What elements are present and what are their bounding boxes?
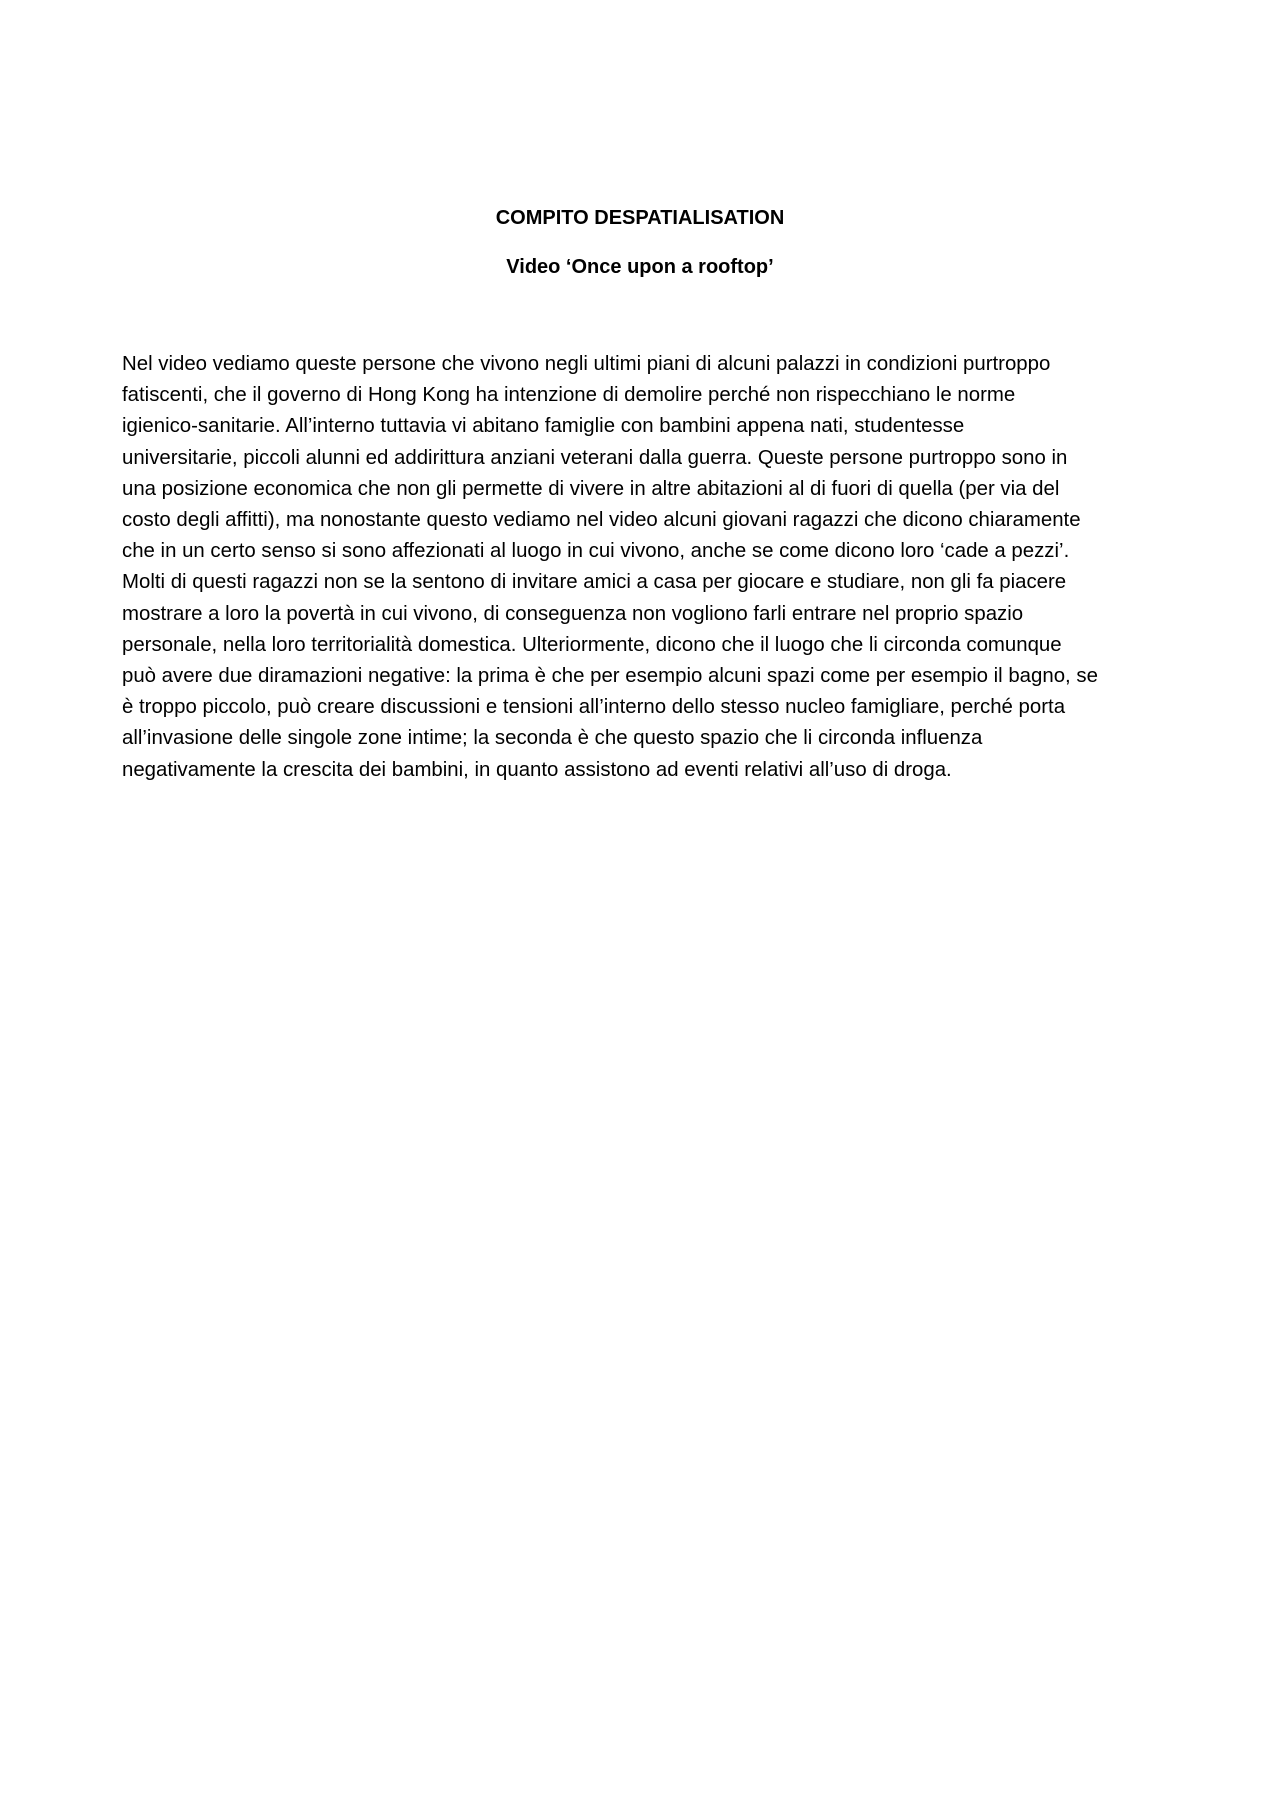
paragraph-line: Molti di questi ragazzi non se la sentono di invitare amici a casa per giocare e studiare, non gli fa piacere <box>122 571 1067 594</box>
paragraph-line: è troppo piccolo, può creare discussioni e tensioni all’interno dello stesso nucleo famigliare, perché porta <box>122 696 1066 719</box>
paragraph-line: negativamente la crescita dei bambini, in quanto assistono ad eventi relativi all’uso di droga. <box>122 758 952 781</box>
document-title: COMPITO DESPATIALISATION <box>495 207 785 229</box>
document-subtitle: Video ‘Once upon a rooftop’ <box>506 256 774 278</box>
paragraph-line: fatiscenti, che il governo di Hong Kong ha intenzione di demolire perché non rispecchiano le norme <box>122 384 1016 407</box>
paragraph-line: universitarie, piccoli alunni ed addirittura anziani veterani dalla guerra. Queste persone purtroppo sono in <box>122 446 1068 469</box>
paragraph-line: una posizione economica che non gli permette di vivere in altre abitazioni al di fuori di quella (per via del <box>122 477 1060 500</box>
paragraph-line: può avere due diramazioni negative: la prima è che per esempio alcuni spazi come per esempio il bagno, se <box>122 665 1098 688</box>
paragraph-line: mostrare a loro la povertà in cui vivono, di conseguenza non vogliono farli entrare nel proprio spazio <box>122 602 1024 625</box>
paragraph-line: che in un certo senso si sono affezionati al luogo in cui vivono, anche se come dicono loro ‘cade a pezzi’. <box>122 540 1070 563</box>
paragraph-line: personale, nella loro territorialità domestica. Ulteriormente, dicono che il luogo che li circonda comunque <box>122 633 1062 656</box>
paragraph-line: costo degli affitti), ma nonostante questo vediamo nel video alcuni giovani ragazzi che dicono chiaramente <box>122 509 1081 532</box>
paragraph-line: Nel video vediamo queste persone che vivono negli ultimi piani di alcuni palazzi in condizioni purtroppo <box>122 353 1051 375</box>
body-paragraph <box>122 349 1162 786</box>
paragraph-line: igienico-sanitarie. All’interno tuttavia vi abitano famiglie con bambini appena nati, studentesse <box>122 415 965 438</box>
paragraph-line: all’invasione delle singole zone intime; la seconda è che questo spazio che li circonda influenza <box>122 727 983 750</box>
